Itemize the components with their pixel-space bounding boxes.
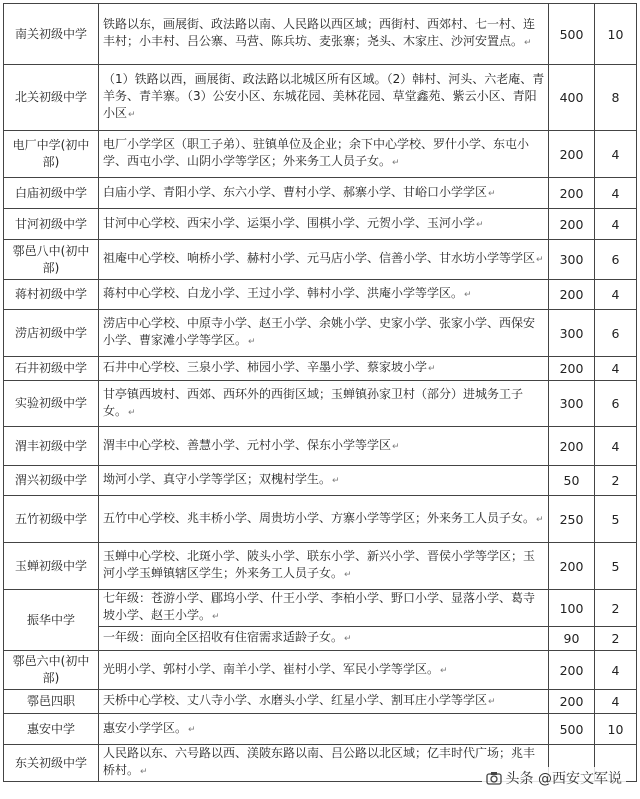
paragraph-mark-icon: ↵: [536, 514, 544, 525]
class-count-cell: [595, 496, 637, 543]
school-name-cell: [4, 209, 99, 240]
enrollment-count: 200: [559, 216, 584, 232]
enrollment-count-cell: [549, 381, 595, 427]
class-count: 6: [611, 325, 620, 341]
district-area-text: 渭丰中心学校、善慧小学、元村小学、保东小学等学区: [103, 437, 392, 452]
paragraph-mark-icon: ↵: [344, 634, 352, 644]
paragraph-mark-icon: ↵: [392, 158, 400, 168]
school-name-cell: [4, 651, 99, 690]
table-body: [4, 4, 637, 782]
school-name-cell: [4, 131, 99, 178]
school-name-cell: [4, 714, 99, 745]
school-name: 东关初级中学: [14, 755, 87, 770]
enrollment-count-cell: [549, 496, 595, 543]
table-row: [4, 651, 637, 690]
school-name: 涝店初级中学: [14, 325, 87, 340]
enrollment-count: 50: [563, 473, 580, 488]
enrollment-count-cell: [549, 427, 595, 466]
enrollment-count: 200: [559, 287, 584, 302]
school-name: 渭兴初级中学: [14, 473, 87, 487]
table-row: [4, 381, 637, 427]
school-name-cell: [4, 690, 99, 714]
school-name: 实验初级中学: [14, 396, 87, 410]
school-name: 振华中学: [26, 612, 75, 627]
district-area-text: 五竹中心学校、兆丰桥小学、周贵坊小学、方寨小学等学区；外来务工人员子女。: [103, 510, 536, 525]
class-count: 4: [611, 662, 620, 678]
enrollment-count-cell: [549, 240, 595, 280]
enrollment-count: 100: [559, 600, 584, 616]
district-area-text: 坳河小学、真守小学等学区；双槐村学生。: [103, 472, 332, 486]
district-area-text: 天桥中心学校、丈八寺小学、水磨头小学、红星小学、割耳庄小学等学区: [103, 693, 488, 707]
class-count: 2: [611, 600, 620, 616]
enrollment-count-cell: [549, 714, 595, 745]
table-row: [4, 178, 637, 209]
table-row: [4, 590, 637, 627]
school-name: 鄠邑六中(初中部): [12, 654, 90, 685]
class-count-cell: [595, 381, 637, 427]
paragraph-mark-icon: ↵: [524, 38, 532, 48]
paragraph-mark-icon: ↵: [140, 767, 148, 777]
school-name: 白庙初级中学: [14, 185, 87, 200]
district-area-text: 甘河中心学校、西宋小学、运渠小学、围棋小学、元贺小学、玉河小学: [103, 215, 476, 230]
enrollment-count: 200: [559, 146, 584, 162]
school-name-cell: [4, 65, 99, 131]
paragraph-mark-icon: ↵: [212, 612, 220, 622]
enrollment-count: 500: [559, 26, 584, 42]
school-name-cell: [4, 280, 99, 310]
class-count-cell: [595, 209, 637, 240]
class-count-cell: [595, 65, 637, 131]
district-area-cell: [99, 178, 549, 209]
school-district-table: [3, 3, 637, 782]
paragraph-mark-icon: ↵: [428, 364, 436, 374]
table-row: [4, 466, 637, 496]
school-name: 蒋村初级中学: [14, 287, 87, 301]
district-area-cell: [99, 466, 549, 496]
district-area-cell: [99, 357, 549, 381]
enrollment-count-cell: [549, 590, 595, 627]
enrollment-count: 200: [559, 185, 584, 201]
school-name: 石井初级中学: [14, 361, 87, 375]
enrollment-count-cell: [549, 310, 595, 357]
school-name-cell: [4, 4, 99, 65]
paragraph-mark-icon: ↵: [128, 407, 136, 418]
district-area-text: 七年级：苍游小学、郿坞小学、什王小学、李柏小学、野口小学、显落小学、葛寺坡小学、赵王小学。: [103, 591, 536, 622]
district-area-cell: [99, 240, 549, 280]
enrollment-count-cell: [549, 131, 595, 178]
table-row: [4, 627, 637, 651]
paragraph-mark-icon: ↵: [488, 697, 496, 707]
school-name-cell: [4, 466, 99, 496]
district-area-text: 甘亭镇西坡村、西郊、西环外的西街区域；玉蝉镇孙家卫村（部分）进城务工子女。: [103, 386, 524, 418]
class-count-cell: [595, 466, 637, 496]
class-count-cell: [595, 714, 637, 745]
district-area-cell: [99, 690, 549, 714]
school-name: 渭丰初级中学: [14, 438, 87, 453]
class-count: 4: [611, 185, 620, 201]
enrollment-count: 300: [559, 325, 584, 341]
school-name: 甘河初级中学: [14, 216, 87, 231]
enrollment-count: 90: [563, 631, 580, 646]
district-area-cell: [99, 427, 549, 466]
enrollment-count-cell: [549, 651, 595, 690]
class-count: 6: [611, 396, 620, 411]
paragraph-mark-icon: ↵: [476, 219, 484, 230]
class-count: 10: [607, 721, 624, 737]
district-area-text: 涝店中心学校、中原寺小学、赵王小学、余姚小学、史家小学、张家小学、西保安小学、曹家滩小学等学区。: [103, 316, 536, 347]
enrollment-count-cell: [549, 4, 595, 65]
enrollment-count-cell: [549, 280, 595, 310]
table-row: [4, 65, 637, 131]
enrollment-count-cell: [549, 627, 595, 651]
class-count: 4: [611, 438, 620, 454]
enrollment-count: 300: [559, 252, 584, 267]
table-row: [4, 543, 637, 590]
district-area-cell: [99, 131, 549, 178]
school-name-cell: [4, 178, 99, 209]
table-row: [4, 714, 637, 745]
school-name: 电厂中学(初中部): [12, 138, 90, 169]
table-row: [4, 131, 637, 178]
class-count-cell: [595, 4, 637, 65]
class-count: 4: [611, 146, 620, 162]
class-count: 6: [611, 252, 620, 267]
district-area-text: 电厂小学学区（职工子弟）、驻镇单位及企业；余下中心学校、罗什小学、东屯小学、西屯小学、山阴小学等学区；外来务工人员子女。: [103, 137, 530, 168]
class-count-cell: [595, 427, 637, 466]
school-name-cell: [4, 310, 99, 357]
class-count-cell: [595, 280, 637, 310]
paragraph-mark-icon: ↵: [188, 724, 196, 735]
district-area-cell: [99, 590, 549, 627]
district-area-cell: [99, 310, 549, 357]
school-name-cell: [4, 381, 99, 427]
enrollment-count: 500: [559, 721, 584, 737]
table-row: [4, 280, 637, 310]
table-row: [4, 357, 637, 381]
class-count: 5: [611, 511, 620, 527]
class-count: 2: [611, 473, 620, 488]
school-name-cell: [4, 496, 99, 543]
district-area-cell: [99, 627, 549, 651]
district-area-text: 石井中心学校、三泉小学、柿园小学、辛墨小学、蔡家坡小学: [103, 360, 428, 374]
enrollment-count-cell: [549, 209, 595, 240]
enrollment-count: 250: [559, 511, 584, 527]
paragraph-mark-icon: ↵: [248, 337, 256, 347]
district-area-cell: [99, 381, 549, 427]
school-name-cell: [4, 590, 99, 651]
school-name: 北关初级中学: [14, 90, 87, 104]
paragraph-mark-icon: ↵: [536, 255, 544, 265]
enrollment-count: 400: [559, 90, 584, 105]
district-area-text: 人民路以东、六号路以西、渼陂东路以南、吕公路以北区域；亿丰时代广场；兆丰桥村。: [103, 746, 536, 777]
enrollment-count: 300: [559, 396, 584, 411]
enrollment-count: 200: [559, 694, 584, 709]
district-area-text: 一年级：面向全区招收有住宿需求适龄子女。: [103, 630, 344, 644]
school-name: 南关初级中学: [14, 26, 87, 41]
class-count-cell: [595, 543, 637, 590]
district-area-text: 祖庵中心学校、响桥小学、赫村小学、元马店小学、信善小学、甘水坊小学等学区: [103, 251, 536, 265]
enrollment-count: 200: [559, 662, 584, 678]
table-row: [4, 690, 637, 714]
enrollment-count-cell: [549, 466, 595, 496]
district-area-text: 玉蝉中心学校、北斑小学、陂头小学、联东小学、新兴小学、晋侯小学等学区；玉河小学玉蝉镇辖区学生；外来务工人员子女。: [103, 549, 536, 580]
school-name: 玉蝉初级中学: [14, 558, 87, 573]
district-area-cell: [99, 543, 549, 590]
class-count-cell: [595, 651, 637, 690]
school-name-cell: [4, 357, 99, 381]
district-area-text: 白庙小学、青阳小学、东六小学、曹村小学、郝寨小学、甘峪口小学学区: [103, 184, 488, 199]
table-row: [4, 209, 637, 240]
table-row: [4, 427, 637, 466]
school-name: 惠安中学: [26, 721, 75, 736]
table-row: [4, 496, 637, 543]
school-name: 鄠邑四职: [26, 694, 75, 708]
watermark: [482, 767, 626, 789]
class-count: 10: [607, 26, 624, 42]
class-count: 4: [611, 361, 620, 376]
district-area-cell: [99, 651, 549, 690]
school-name: 五竹初级中学: [14, 511, 87, 526]
paragraph-mark-icon: ↵: [440, 665, 448, 676]
district-area-cell: [99, 496, 549, 543]
district-area-cell: [99, 280, 549, 310]
class-count-cell: [595, 240, 637, 280]
district-area-text: 光明小学、郭村小学、南羊小学、崔村小学、军民小学等学区。: [103, 661, 440, 676]
class-count-cell: [595, 131, 637, 178]
class-count-cell: [595, 627, 637, 651]
class-count: 5: [611, 558, 620, 574]
paragraph-mark-icon: ↵: [488, 188, 496, 199]
class-count: 8: [611, 90, 620, 105]
class-count: 2: [611, 631, 620, 646]
enrollment-count-cell: [549, 357, 595, 381]
class-count-cell: [595, 310, 637, 357]
enrollment-count-cell: [549, 543, 595, 590]
class-count-cell: [595, 590, 637, 627]
enrollment-count: 200: [559, 438, 584, 454]
class-count: 4: [611, 287, 620, 302]
enrollment-count-cell: [549, 65, 595, 131]
district-area-text: 蒋村中心学校、白龙小学、王过小学、韩村小学、洪庵小学等学区。: [103, 286, 464, 300]
district-area-text: 铁路以东，画展街、政法路以南、人民路以西区域；西街村、西郊村、七一村、连丰村；小丰村、吕公寨、马营、陈兵坊、麦张寨；尧头、木家庄、沙河安置点。: [103, 17, 536, 48]
class-count: 4: [611, 216, 620, 232]
enrollment-count-cell: [549, 690, 595, 714]
district-area-cell: [99, 714, 549, 745]
table-row: [4, 310, 637, 357]
table-row: [4, 240, 637, 280]
class-count-cell: [595, 178, 637, 209]
table-row: [4, 4, 637, 65]
district-area-cell: [99, 4, 549, 65]
school-name-cell: [4, 240, 99, 280]
district-area-cell: [99, 209, 549, 240]
district-area-text: 惠安小学学区。: [103, 720, 188, 735]
watermark-text: 头条 @西安文军说: [505, 771, 622, 787]
enrollment-count: 200: [559, 558, 584, 574]
school-name-cell: [4, 745, 99, 782]
enrollment-count: 200: [559, 361, 584, 376]
paragraph-mark-icon: ↵: [128, 110, 136, 120]
school-name-cell: [4, 543, 99, 590]
enrollment-count-cell: [549, 178, 595, 209]
paragraph-mark-icon: ↵: [344, 570, 352, 580]
class-count-cell: [595, 357, 637, 381]
class-count: 4: [611, 694, 620, 709]
paragraph-mark-icon: ↵: [392, 441, 400, 452]
paragraph-mark-icon: ↵: [332, 476, 340, 486]
camera-icon: [486, 770, 502, 786]
school-name: 鄠邑八中(初中部): [12, 243, 90, 275]
district-area-text: （1）铁路以西，画展街、政法路以北城区所有区域。（2）韩村、河头、六老庵、青羊务、青羊寨。（3）公安小区、东城花园、美林花园、草堂鑫苑、紫云小区、青阳小区: [103, 72, 545, 120]
class-count-cell: [595, 690, 637, 714]
school-name-cell: [4, 427, 99, 466]
paragraph-mark-icon: ↵: [464, 290, 472, 300]
district-area-cell: [99, 65, 549, 131]
